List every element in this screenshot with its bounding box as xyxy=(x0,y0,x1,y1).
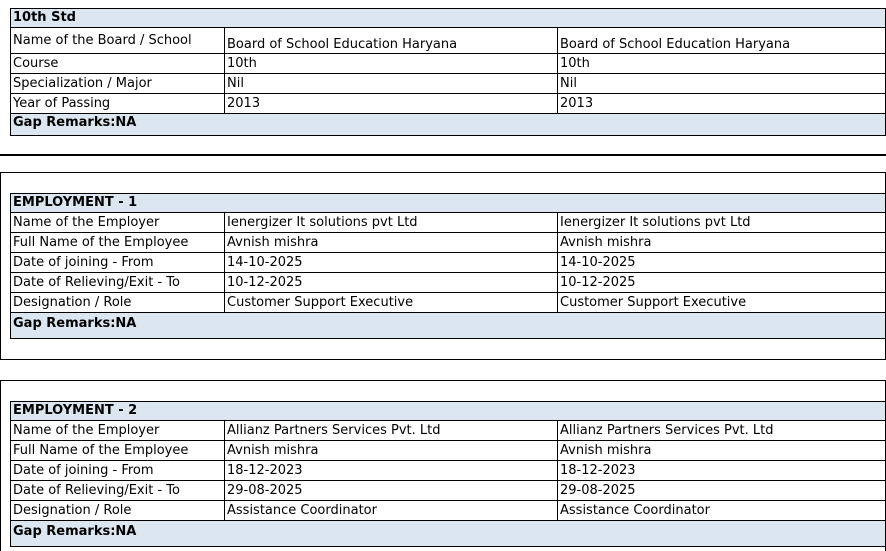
row-label: Designation / Role xyxy=(11,293,225,312)
employment-1-section xyxy=(10,193,886,339)
row-value-1: 29-08-2025 xyxy=(225,481,558,500)
row-value-2: Avnish mishra xyxy=(560,235,652,250)
table-row xyxy=(10,74,886,94)
table-row xyxy=(10,501,886,521)
section-divider xyxy=(0,154,886,156)
table-row xyxy=(10,233,886,253)
row-value-1: Avnish mishra xyxy=(225,233,558,252)
row-value-2: Board of School Education Haryana xyxy=(560,37,791,52)
row-value-2: Assistance Coordinator xyxy=(560,503,710,518)
row-value-1: Avnish mishra xyxy=(225,441,558,460)
row-value-2: 10-12-2025 xyxy=(560,275,636,290)
table-row xyxy=(10,54,886,74)
row-label: Full Name of the Employee xyxy=(11,233,225,252)
table-row xyxy=(10,421,886,441)
row-value-2: Nil xyxy=(560,76,577,91)
section-title: 10th Std xyxy=(10,8,886,28)
row-label: Date of joining - From xyxy=(11,461,225,480)
row-label: Name of the Employer xyxy=(11,421,225,440)
row-value-1: 18-12-2023 xyxy=(225,461,558,480)
row-value-1: Ienergizer It solutions pvt Ltd xyxy=(225,213,558,232)
section-title: EMPLOYMENT - 1 xyxy=(10,193,886,213)
row-value-2: 29-08-2025 xyxy=(560,483,636,498)
table-row xyxy=(10,481,886,501)
table-row xyxy=(10,213,886,233)
row-value-1: Allianz Partners Services Pvt. Ltd xyxy=(225,421,558,440)
row-value-2: 14-10-2025 xyxy=(560,255,636,270)
row-value-1: Assistance Coordinator xyxy=(225,501,558,520)
row-value-1: 10th xyxy=(225,54,558,73)
row-value-1: Customer Support Executive xyxy=(225,293,558,312)
row-value-2: Ienergizer It solutions pvt Ltd xyxy=(560,215,751,230)
table-row xyxy=(10,94,886,114)
row-label: Year of Passing xyxy=(11,94,225,113)
row-label: Course xyxy=(11,54,225,73)
row-label: Full Name of the Employee xyxy=(11,441,225,460)
row-value-2: Avnish mishra xyxy=(560,443,652,458)
row-value-1: Nil xyxy=(225,74,558,93)
gap-remarks: Gap Remarks:NA xyxy=(10,313,886,339)
row-label: Name of the Employer xyxy=(11,213,225,232)
employment-2-section xyxy=(10,401,886,547)
row-value-1: 2013 xyxy=(225,94,558,113)
row-value-2: 18-12-2023 xyxy=(560,463,636,478)
table-row xyxy=(10,441,886,461)
row-value-2: Allianz Partners Services Pvt. Ltd xyxy=(560,423,774,438)
gap-remarks: Gap Remarks:NA xyxy=(10,521,886,547)
row-value-1: 10-12-2025 xyxy=(225,273,558,292)
education-10th-section xyxy=(10,8,886,136)
table-row xyxy=(10,28,886,54)
row-label: Date of Relieving/Exit - To xyxy=(11,481,225,500)
row-label: Name of the Board / School xyxy=(11,28,225,53)
table-row xyxy=(10,461,886,481)
section-title: EMPLOYMENT - 2 xyxy=(10,401,886,421)
row-value-2: 2013 xyxy=(560,96,594,111)
gap-remarks: Gap Remarks:NA xyxy=(10,114,886,136)
table-row xyxy=(10,253,886,273)
row-label: Date of Relieving/Exit - To xyxy=(11,273,225,292)
row-value-1: 14-10-2025 xyxy=(225,253,558,272)
row-label: Designation / Role xyxy=(11,501,225,520)
table-row xyxy=(10,293,886,313)
table-row xyxy=(10,273,886,293)
row-value-2: Customer Support Executive xyxy=(560,295,747,310)
row-value-2: 10th xyxy=(560,56,590,71)
row-label: Specialization / Major xyxy=(11,74,225,93)
row-label: Date of joining - From xyxy=(11,253,225,272)
row-value-1: Board of School Education Haryana xyxy=(225,28,558,53)
